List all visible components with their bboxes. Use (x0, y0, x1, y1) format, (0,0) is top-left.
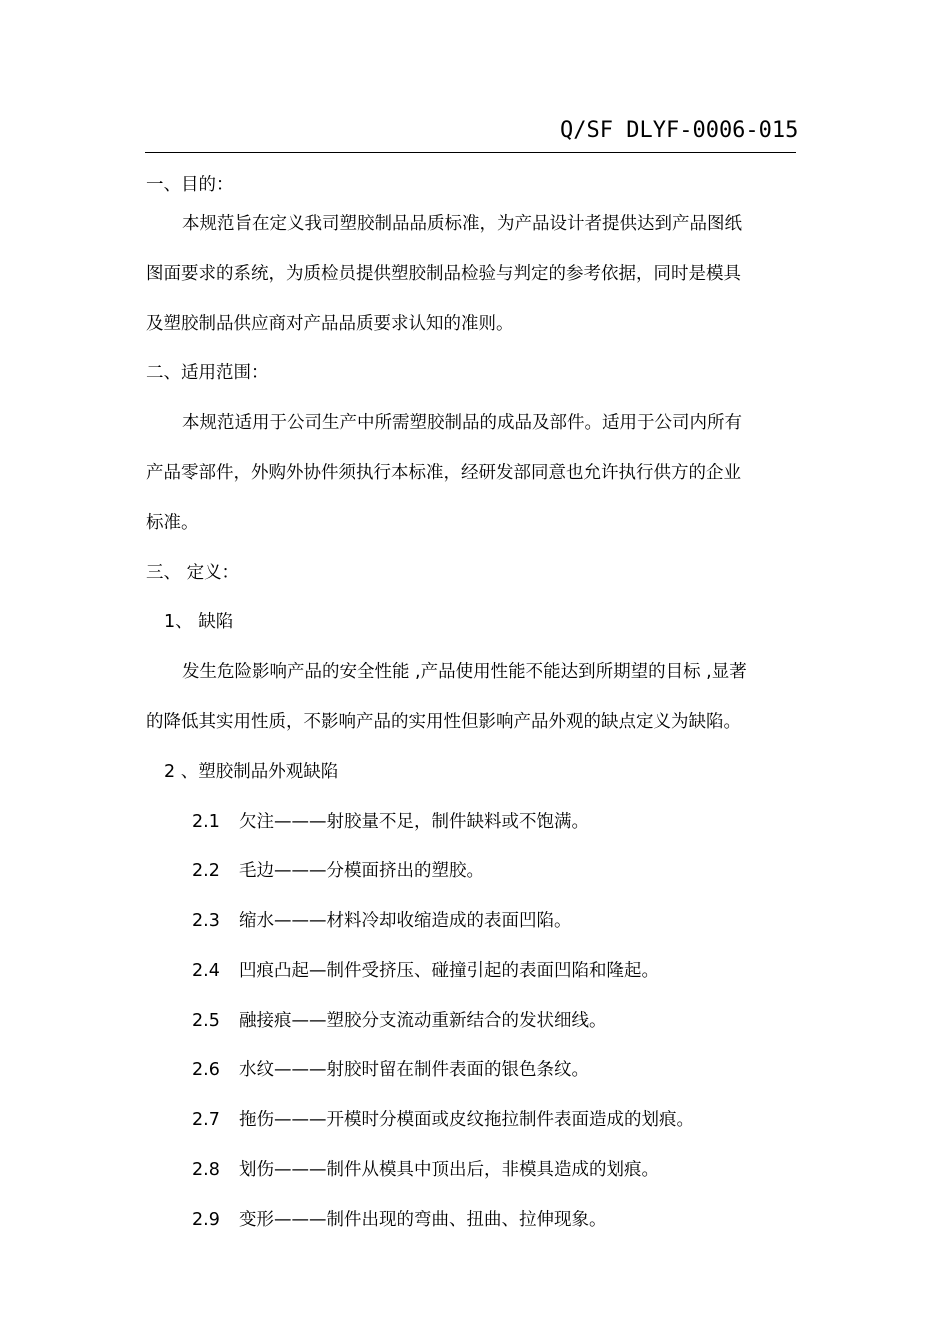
section-1-paragraph-line-1: 本规范旨在定义我司塑胶制品品质标准，为产品设计者提供达到产品图纸 (182, 214, 742, 234)
subsection-1-paragraph-line-1: 发生危险影响产品的安全性能 ,产品使用性能不能达到所期望的目标 ,显著 (182, 662, 747, 682)
defect-number: 2.7 (192, 1110, 220, 1130)
defect-definition: 拖伤———开模时分模面或皮纹拖拉制件表面造成的划痕。 (239, 1110, 694, 1130)
defect-number: 2.5 (192, 1011, 220, 1031)
subsection-1-paragraph-line-2: 的降低其实用性质，不影响产品的实用性但影响产品外观的缺点定义为缺陷。 (146, 712, 741, 732)
defect-definition: 融接痕——塑胶分支流动重新结合的发状细线。 (239, 1011, 607, 1031)
defect-number: 2.2 (192, 861, 220, 881)
defect-number: 2.9 (192, 1210, 220, 1230)
section-2-paragraph-line-2: 产品零部件，外购外协件须执行本标准，经研发部同意也允许执行供方的企业 (146, 463, 741, 483)
document-code: Q/SF DLYF-0006-015 (560, 118, 799, 143)
section-3-title: 三、 定义： (146, 563, 240, 583)
defect-definition: 凹痕凸起—制件受挤压、碰撞引起的表面凹陷和隆起。 (239, 961, 659, 981)
defect-definition: 水纹———射胶时留在制件表面的银色条纹。 (239, 1060, 589, 1080)
defect-definition: 缩水———材料冷却收缩造成的表面凹陷。 (239, 911, 572, 931)
section-2-paragraph-line-1: 本规范适用于公司生产中所需塑胶制品的成品及部件。适用于公司内所有 (182, 413, 742, 433)
header-rule (145, 152, 796, 153)
section-1-title: 一、目的： (146, 175, 234, 195)
defect-number: 2.8 (192, 1160, 220, 1180)
section-2-title: 二、适用范围： (146, 363, 269, 383)
defect-number: 2.3 (192, 911, 220, 931)
section-1-paragraph-line-3: 及塑胶制品供应商对产品品质要求认知的准则。 (146, 314, 514, 334)
defect-definition: 毛边———分模面挤出的塑胶。 (239, 861, 484, 881)
section-1-paragraph-line-2: 图面要求的系统，为质检员提供塑胶制品检验与判定的参考依据，同时是模具 (146, 264, 741, 284)
defect-number: 2.4 (192, 961, 220, 981)
defect-definition: 欠注———射胶量不足，制件缺料或不饱满。 (239, 812, 589, 832)
defect-number: 2.6 (192, 1060, 220, 1080)
section-2-paragraph-line-3: 标准。 (146, 513, 199, 533)
subsection-1-title: 1、 缺陷 (164, 612, 234, 632)
defect-definition: 变形———制件出现的弯曲、扭曲、拉伸现象。 (239, 1210, 607, 1230)
defect-number: 2.1 (192, 812, 220, 832)
subsection-2-title: 2 、塑胶制品外观缺陷 (164, 762, 339, 782)
defect-definition: 划伤———制件从模具中顶出后，非模具造成的划痕。 (239, 1160, 659, 1180)
